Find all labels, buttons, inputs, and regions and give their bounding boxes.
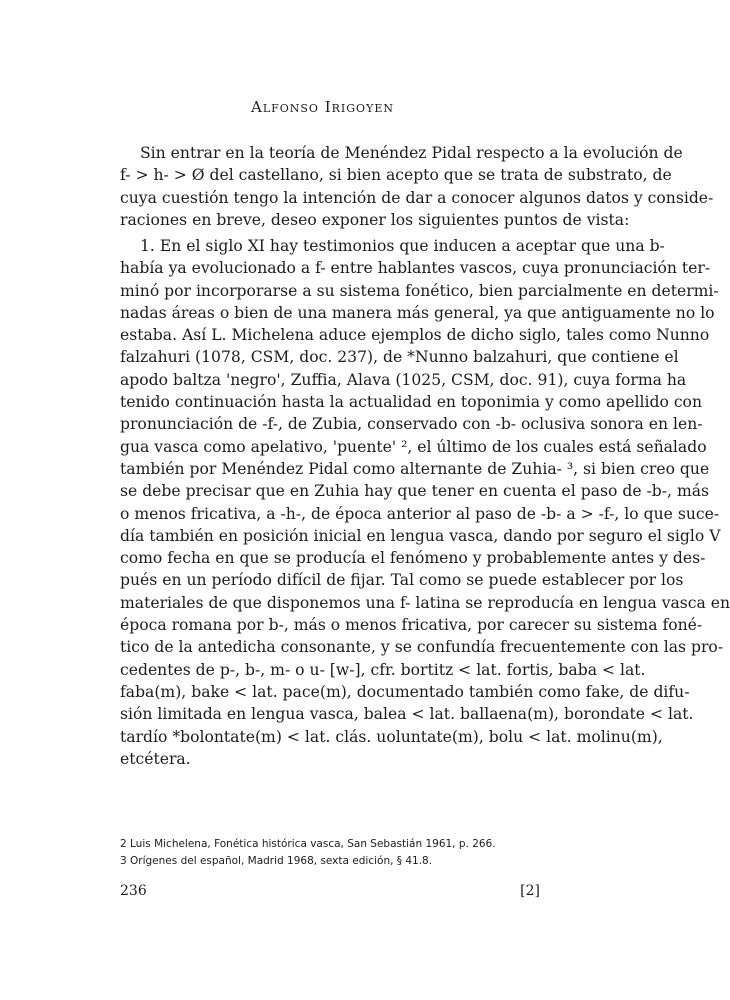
text-line: tardío *bolontate(m) < lat. clás. uoluntate(m), bolu < lat. molinu(m), [120,727,663,746]
text-line: o menos fricativa, a -h-, de época anterior al paso de -b- a > -f-, lo que suce- [120,504,720,523]
text-line: gua vasca como apelativo, 'puente' ², el último de los cuales está señalado [120,437,707,456]
text-line: Sin entrar en la teoría de Menéndez Pidal respecto a la evolución de [140,144,683,162]
text-line: pués en un período difícil de fijar. Tal como se puede establecer por los [120,571,684,590]
page-number: 236 [120,883,147,899]
paragraph-point-1 [120,235,730,770]
text-line: apodo baltza 'negro', Zuffia, Alava (1025, CSM, doc. 91), cuya forma ha [120,370,687,389]
text-line: etcétera. [120,749,191,768]
text-line: raciones en breve, deseo exponer los siguientes puntos de vista: [120,210,630,229]
text-line: estaba. Así L. Michelena aduce ejemplos de dicho siglo, tales como Nunno [120,326,710,345]
text-line: también por Menéndez Pidal como alternante de Zuhia- ³, si bien creo que [120,459,710,478]
running-header: Alfonso Irigoyen [250,98,394,116]
text-line: sión limitada en lengua vasca, balea < lat. ballaena(m), borondate < lat. [120,705,694,724]
text-line: época romana por b-, más o menos fricativa, por carecer su sistema foné- [120,616,703,635]
section-marker: [2] [520,883,540,899]
text-line: minó por incorporarse a su sistema fonético, bien parcialmente en determi- [120,281,719,300]
text-line: falzahuri (1078, CSM, doc. 237), de *Nunno balzahuri, que contiene el [120,348,679,367]
footnote-2: 2 Luis Michelena, Fonética histórica vasca, San Sebastián 1961, p. 266. [120,838,496,850]
text-line: materiales de que disponemos una f- latina se reproducía en lengua vasca en [120,593,730,612]
text-line: tenido continuación hasta la actualidad en toponimia y como apellido con [120,393,702,412]
text-line: día también en posición inicial en lengua vasca, dando por seguro el siglo V [120,526,721,545]
paragraph-intro [120,142,714,231]
text-line: cuya cuestión tengo la intención de dar a conocer algunos datos y conside- [120,188,714,207]
text-line: pronunciación de -f-, de Zubia, conservado con -b- oclusiva sonora en len- [120,415,703,434]
text-line: se debe precisar que en Zuhia hay que tener en cuenta el paso de -b-, más [120,482,710,501]
text-line: nadas áreas o bien de una manera más general, ya que antiguamente no lo [120,303,715,322]
text-line: tico de la antedicha consonante, y se confundía frecuentemente con las pro- [120,638,724,657]
text-line: 1. En el siglo XI hay testimonios que inducen a aceptar que una b- [140,237,665,255]
footnote-3: 3 Orígenes del español, Madrid 1968, sexta edición, § 41.8. [120,855,433,867]
text-line: como fecha en que se producía el fenómeno y probablemente antes y des- [120,549,706,568]
text-line: había ya evolucionado a f- entre hablantes vascos, cuya pronunciación ter- [120,259,711,278]
text-line: cedentes de p-, b-, m- o u- [w-], cfr. bortitz < lat. fortis, baba < lat. [120,660,646,679]
text-line: f- > h- > Ø del castellano, si bien acepto que se trata de substrato, de [120,166,672,185]
text-line: faba(m), bake < lat. pace(m), documentado también como fake, de difu- [120,682,690,701]
